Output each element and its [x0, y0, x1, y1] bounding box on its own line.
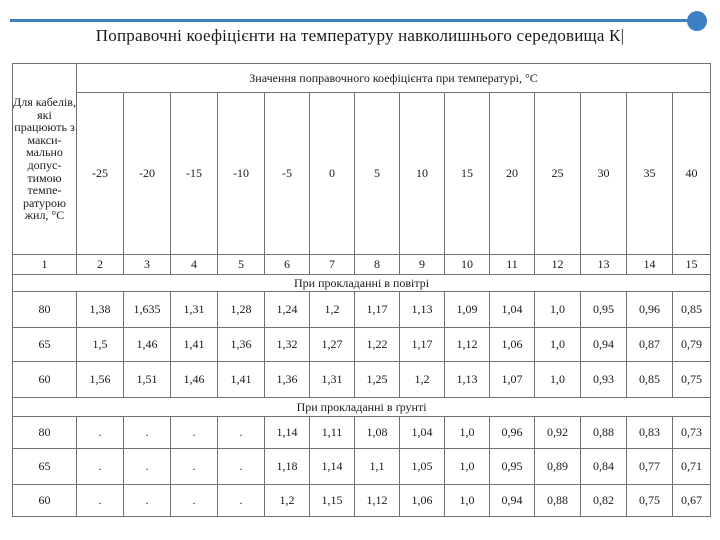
coefficient-cell: . [218, 417, 265, 449]
coefficient-cell: 1,2 [310, 292, 355, 328]
coefficient-cell: 1,0 [445, 449, 490, 485]
coefficient-cell: 1,32 [265, 328, 310, 362]
coefficient-cell: 1,0 [445, 417, 490, 449]
coefficient-cell: 1,09 [445, 292, 490, 328]
section-label: При прокладанні в ґрунті [13, 398, 711, 417]
coefficient-cell: 1,31 [171, 292, 218, 328]
coefficient-cell: 1,0 [535, 328, 581, 362]
coefficient-cell: 1,17 [355, 292, 400, 328]
coefficient-cell: 1,41 [171, 328, 218, 362]
coefficient-cell: 0,73 [673, 417, 711, 449]
coefficient-cell: . [171, 449, 218, 485]
coefficient-cell: 0,92 [535, 417, 581, 449]
coefficient-cell: 1,07 [490, 362, 535, 398]
column-number-cell: 12 [535, 255, 581, 275]
coefficient-cell: 1,36 [218, 328, 265, 362]
coefficient-cell: 1,5 [77, 328, 124, 362]
coefficient-cell: . [77, 449, 124, 485]
coefficient-cell: 1,46 [124, 328, 171, 362]
row-max-temperature-cell: 60 [13, 362, 77, 398]
coefficient-cell: 1,06 [490, 328, 535, 362]
coefficient-cell: 0,75 [673, 362, 711, 398]
coefficient-cell: 0,87 [627, 328, 673, 362]
header-temperature-cell: 25 [535, 93, 581, 255]
coefficient-cell: 1,04 [490, 292, 535, 328]
coefficient-cell: . [77, 417, 124, 449]
header-temperature-cell: 10 [400, 93, 445, 255]
coefficient-cell: 1,13 [400, 292, 445, 328]
coefficient-cell: 0,75 [627, 485, 673, 517]
coefficient-cell: 1,27 [310, 328, 355, 362]
coefficient-cell: 0,82 [581, 485, 627, 517]
coefficient-cell: . [171, 417, 218, 449]
column-number-cell: 1 [13, 255, 77, 275]
coefficient-cell: 1,04 [400, 417, 445, 449]
coefficient-cell: 0,79 [673, 328, 711, 362]
coefficient-cell: . [124, 417, 171, 449]
slide-top-rule [10, 19, 697, 22]
header-temperature-cell: -20 [124, 93, 171, 255]
coefficient-cell: 1,2 [265, 485, 310, 517]
coefficient-cell: 0,71 [673, 449, 711, 485]
coefficient-cell: 0,95 [581, 292, 627, 328]
section-label: При прокладанні в повітрі [13, 275, 711, 292]
row-max-temperature-cell: 60 [13, 485, 77, 517]
header-temperature-cell: 20 [490, 93, 535, 255]
header-cable-max-temperature: Для кабелів, які працюють з макси-мально допус-тимою темпе-ратурою жил, °С [13, 64, 77, 255]
row-max-temperature-cell: 65 [13, 328, 77, 362]
correction-coefficient-table [12, 63, 711, 517]
coefficient-cell: 0,84 [581, 449, 627, 485]
coefficient-cell: 0,88 [581, 417, 627, 449]
coefficient-cell: 1,2 [400, 362, 445, 398]
header-temperature-cell: -5 [265, 93, 310, 255]
column-number-cell: 10 [445, 255, 490, 275]
coefficient-cell: 1,11 [310, 417, 355, 449]
coefficient-cell: 1,15 [310, 485, 355, 517]
coefficient-cell: 0,95 [490, 449, 535, 485]
header-temperature-cell: -10 [218, 93, 265, 255]
coefficient-cell: 0,93 [581, 362, 627, 398]
table-title: Поправочні коефіцієнти на температуру навколишнього середовища К| [95, 26, 625, 45]
header-temperature-cell: 40 [673, 93, 711, 255]
header-temperature-cell: 5 [355, 93, 400, 255]
coefficient-cell: 0,96 [627, 292, 673, 328]
coefficient-cell: 1,51 [124, 362, 171, 398]
coefficient-cell: 1,0 [445, 485, 490, 517]
coefficient-cell: 1,41 [218, 362, 265, 398]
coefficient-cell: 0,85 [673, 292, 711, 328]
coefficient-cell: 0,77 [627, 449, 673, 485]
column-number-cell: 8 [355, 255, 400, 275]
coefficient-cell: 1,17 [400, 328, 445, 362]
coefficient-cell: . [124, 449, 171, 485]
coefficient-cell: 1,46 [171, 362, 218, 398]
coefficient-cell: 1,22 [355, 328, 400, 362]
coefficient-cell: 1,25 [355, 362, 400, 398]
table-row [13, 292, 711, 328]
header-temperature-cell: -15 [171, 93, 218, 255]
row-max-temperature-cell: 80 [13, 292, 77, 328]
coefficient-cell: 1,24 [265, 292, 310, 328]
coefficient-cell: 0,96 [490, 417, 535, 449]
column-number-cell: 11 [490, 255, 535, 275]
coefficient-cell: 0,89 [535, 449, 581, 485]
coefficient-cell: 1,14 [265, 417, 310, 449]
coefficient-cell: 1,31 [310, 362, 355, 398]
header-temperature-cell: -25 [77, 93, 124, 255]
document-scan [10, 24, 710, 520]
column-number-cell: 7 [310, 255, 355, 275]
coefficient-cell: 0,83 [627, 417, 673, 449]
header-temperature-cell: 0 [310, 93, 355, 255]
coefficient-cell: 1,06 [400, 485, 445, 517]
coefficient-cell: 1,56 [77, 362, 124, 398]
header-temperature-cell: 35 [627, 93, 673, 255]
coefficient-cell: 1,635 [124, 292, 171, 328]
column-number-cell: 13 [581, 255, 627, 275]
coefficient-cell: 1,36 [265, 362, 310, 398]
header-temperature-cell: 15 [445, 93, 490, 255]
coefficient-cell: 1,08 [355, 417, 400, 449]
table-row [13, 449, 711, 485]
coefficient-cell: . [124, 485, 171, 517]
coefficient-cell: 1,0 [535, 362, 581, 398]
coefficient-cell: 1,14 [310, 449, 355, 485]
column-number-cell: 9 [400, 255, 445, 275]
coefficient-cell: . [171, 485, 218, 517]
row-max-temperature-cell: 65 [13, 449, 77, 485]
column-number-cell: 4 [171, 255, 218, 275]
table-row [13, 362, 711, 398]
column-number-cell: 15 [673, 255, 711, 275]
coefficient-cell: 1,12 [445, 328, 490, 362]
coefficient-cell: . [77, 485, 124, 517]
column-number-cell: 6 [265, 255, 310, 275]
coefficient-cell: 1,38 [77, 292, 124, 328]
coefficient-cell: 1,28 [218, 292, 265, 328]
coefficient-cell: 1,13 [445, 362, 490, 398]
coefficient-cell: 0,67 [673, 485, 711, 517]
table-row [13, 328, 711, 362]
coefficient-cell: . [218, 449, 265, 485]
coefficient-cell: 0,94 [490, 485, 535, 517]
coefficient-cell: 1,12 [355, 485, 400, 517]
coefficient-cell: 0,94 [581, 328, 627, 362]
table-row [13, 485, 711, 517]
column-number-cell: 14 [627, 255, 673, 275]
header-temperature-cell: 30 [581, 93, 627, 255]
header-coefficient-group: Значення поправочного коефіцієнта при температурі, °С [77, 64, 711, 93]
coefficient-cell: 1,0 [535, 292, 581, 328]
coefficient-cell: . [218, 485, 265, 517]
coefficient-cell: 1,18 [265, 449, 310, 485]
coefficient-cell: 1,1 [355, 449, 400, 485]
coefficient-cell: 0,88 [535, 485, 581, 517]
column-number-cell: 2 [77, 255, 124, 275]
coefficient-cell: 1,05 [400, 449, 445, 485]
coefficient-cell: 0,85 [627, 362, 673, 398]
column-number-cell: 5 [218, 255, 265, 275]
slide-top-band [0, 0, 720, 18]
row-max-temperature-cell: 80 [13, 417, 77, 449]
table-row [13, 417, 711, 449]
column-number-cell: 3 [124, 255, 171, 275]
